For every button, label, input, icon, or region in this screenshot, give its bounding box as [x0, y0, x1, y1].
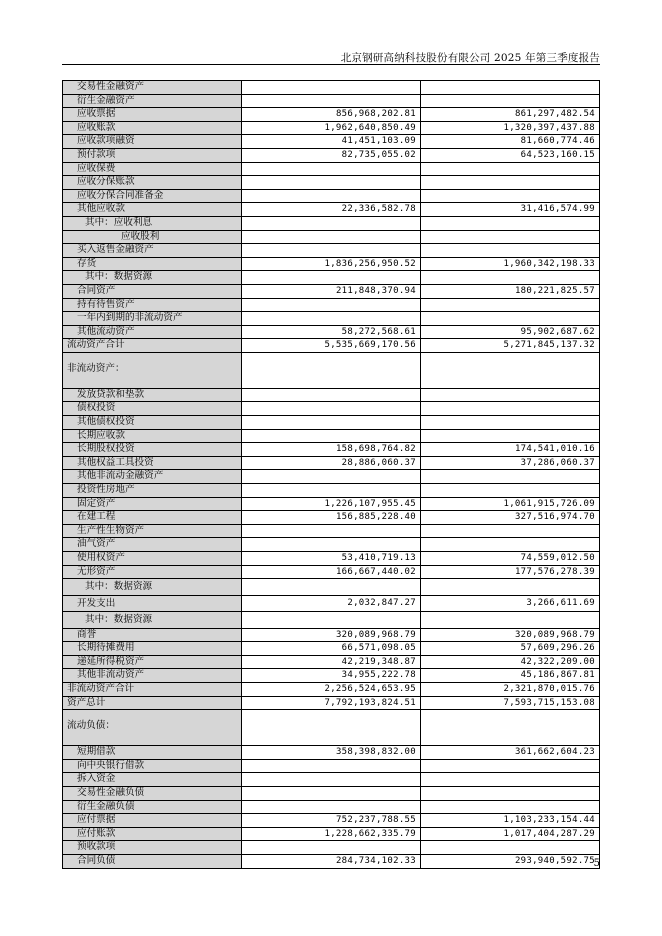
- current-period-value: [242, 787, 421, 801]
- current-period-value: 42,219,348.87: [242, 655, 421, 669]
- current-period-value: [242, 538, 421, 552]
- current-period-value: [242, 759, 421, 773]
- current-period-value: [242, 579, 421, 596]
- row-label: 其中：数据资源: [63, 271, 242, 285]
- current-period-value: [242, 710, 421, 746]
- prior-period-value: 293,940,592.75: [421, 855, 600, 869]
- row-label: 流动资产合计: [63, 339, 242, 353]
- current-period-value: 1,228,662,335.79: [242, 827, 421, 841]
- prior-period-value: [421, 470, 600, 484]
- current-period-value: 66,571,098.05: [242, 642, 421, 656]
- row-label: 发放贷款和垫款: [63, 388, 242, 402]
- current-period-value: [242, 81, 421, 95]
- current-period-value: [242, 244, 421, 258]
- row-label: 预收款项: [63, 841, 242, 855]
- table-row: [63, 538, 600, 552]
- table-row: [63, 148, 600, 162]
- table-row: [63, 787, 600, 801]
- table-row: [63, 388, 600, 402]
- row-label: 其他债权投资: [63, 416, 242, 430]
- table-row: [63, 579, 600, 596]
- prior-period-value: 74,559,012.50: [421, 552, 600, 566]
- current-period-value: [242, 94, 421, 108]
- prior-period-value: 180,221,825.57: [421, 284, 600, 298]
- prior-period-value: [421, 800, 600, 814]
- row-label: 无形资产: [63, 565, 242, 579]
- prior-period-value: [421, 710, 600, 746]
- row-label: 合同负债: [63, 855, 242, 869]
- table-row: [63, 416, 600, 430]
- prior-period-value: 57,609,296.26: [421, 642, 600, 656]
- prior-period-value: [421, 352, 600, 388]
- current-period-value: 156,885,228.40: [242, 511, 421, 525]
- table-row: [63, 595, 600, 612]
- current-period-value: 1,836,256,950.52: [242, 257, 421, 271]
- row-label: 买入返售金融资产: [63, 244, 242, 258]
- table-row: [63, 352, 600, 388]
- current-period-value: [242, 470, 421, 484]
- prior-period-value: [421, 429, 600, 443]
- row-label: 递延所得税资产: [63, 655, 242, 669]
- table-row: [63, 312, 600, 326]
- row-label: 长期待摊费用: [63, 642, 242, 656]
- current-period-value: 58,272,568.61: [242, 325, 421, 339]
- current-period-value: 1,962,640,850.49: [242, 121, 421, 135]
- row-label: 非流动资产：: [63, 352, 242, 388]
- row-label: 长期股权投资: [63, 443, 242, 457]
- table-row: [63, 814, 600, 828]
- row-label: 向中央银行借款: [63, 759, 242, 773]
- row-label: 其中：应收利息: [63, 216, 242, 230]
- balance-sheet-body: [63, 81, 600, 869]
- prior-period-value: [421, 244, 600, 258]
- current-period-value: 211,848,370.94: [242, 284, 421, 298]
- table-row: [63, 710, 600, 746]
- row-label: 开发支出: [63, 595, 242, 612]
- prior-period-value: 2,321,870,015.76: [421, 683, 600, 697]
- table-row: [63, 484, 600, 498]
- prior-period-value: 1,960,342,198.33: [421, 257, 600, 271]
- row-label: 使用权资产: [63, 552, 242, 566]
- table-row: [63, 271, 600, 285]
- row-label: 其他权益工具投资: [63, 456, 242, 470]
- prior-period-value: [421, 94, 600, 108]
- table-row: [63, 855, 600, 869]
- current-period-value: 82,735,055.02: [242, 148, 421, 162]
- row-label: 长期应收款: [63, 429, 242, 443]
- row-label: 存货: [63, 257, 242, 271]
- table-row: [63, 257, 600, 271]
- row-label: 应收股利: [63, 230, 242, 244]
- row-label: 应收分保合同准备金: [63, 189, 242, 203]
- prior-period-value: 1,320,397,437.88: [421, 121, 600, 135]
- current-period-value: [242, 484, 421, 498]
- table-row: [63, 339, 600, 353]
- current-period-value: [242, 612, 421, 629]
- prior-period-value: [421, 312, 600, 326]
- prior-period-value: [421, 81, 600, 95]
- table-row: [63, 669, 600, 683]
- current-period-value: [242, 230, 421, 244]
- current-period-value: 158,698,764.82: [242, 443, 421, 457]
- prior-period-value: 5,271,845,137.32: [421, 339, 600, 353]
- prior-period-value: 7,593,715,153.08: [421, 696, 600, 710]
- table-row: [63, 470, 600, 484]
- current-period-value: [242, 271, 421, 285]
- table-row: [63, 216, 600, 230]
- table-row: [63, 800, 600, 814]
- table-row: [63, 642, 600, 656]
- current-period-value: [242, 189, 421, 203]
- table-row: [63, 443, 600, 457]
- row-label: 短期借款: [63, 746, 242, 760]
- row-label: 非流动资产合计: [63, 683, 242, 697]
- prior-period-value: 95,902,687.62: [421, 325, 600, 339]
- current-period-value: [242, 841, 421, 855]
- current-period-value: 2,256,524,653.95: [242, 683, 421, 697]
- table-row: [63, 94, 600, 108]
- table-row: [63, 696, 600, 710]
- row-label: 其他非流动资产: [63, 669, 242, 683]
- prior-period-value: [421, 524, 600, 538]
- row-label: 其他非流动金融资产: [63, 470, 242, 484]
- table-row: [63, 773, 600, 787]
- table-row: [63, 135, 600, 149]
- row-label: 在建工程: [63, 511, 242, 525]
- current-period-value: 284,734,102.33: [242, 855, 421, 869]
- current-period-value: [242, 162, 421, 176]
- prior-period-value: 320,089,968.79: [421, 628, 600, 642]
- prior-period-value: 37,286,060.37: [421, 456, 600, 470]
- table-row: [63, 230, 600, 244]
- table-row: [63, 121, 600, 135]
- table-row: [63, 203, 600, 217]
- current-period-value: [242, 773, 421, 787]
- table-row: [63, 325, 600, 339]
- table-row: [63, 162, 600, 176]
- header-rule: [62, 64, 600, 65]
- current-period-value: [242, 429, 421, 443]
- table-row: [63, 524, 600, 538]
- prior-period-value: 361,662,604.23: [421, 746, 600, 760]
- prior-period-value: [421, 841, 600, 855]
- current-period-value: [242, 524, 421, 538]
- prior-period-value: [421, 230, 600, 244]
- prior-period-value: [421, 773, 600, 787]
- page-number: 5: [593, 858, 600, 869]
- prior-period-value: 1,061,915,726.09: [421, 497, 600, 511]
- current-period-value: [242, 416, 421, 430]
- prior-period-value: [421, 298, 600, 312]
- row-label: 其他流动资产: [63, 325, 242, 339]
- current-period-value: 5,535,669,170.56: [242, 339, 421, 353]
- row-label: 应收款项融资: [63, 135, 242, 149]
- prior-period-value: [421, 388, 600, 402]
- current-period-value: [242, 402, 421, 416]
- prior-period-value: 31,416,574.99: [421, 203, 600, 217]
- prior-period-value: [421, 759, 600, 773]
- table-row: [63, 759, 600, 773]
- row-label: 其他应收款: [63, 203, 242, 217]
- current-period-value: [242, 176, 421, 190]
- row-label: 其中：数据资源: [63, 579, 242, 596]
- prior-period-value: [421, 162, 600, 176]
- row-label: 其中：数据资源: [63, 612, 242, 629]
- prior-period-value: 327,516,974.70: [421, 511, 600, 525]
- current-period-value: [242, 800, 421, 814]
- table-row: [63, 827, 600, 841]
- prior-period-value: [421, 189, 600, 203]
- prior-period-value: 1,017,404,287.29: [421, 827, 600, 841]
- prior-period-value: [421, 176, 600, 190]
- current-period-value: 1,226,107,955.45: [242, 497, 421, 511]
- current-period-value: [242, 216, 421, 230]
- prior-period-value: 1,103,233,154.44: [421, 814, 600, 828]
- current-period-value: 856,968,202.81: [242, 108, 421, 122]
- row-label: 生产性生物资产: [63, 524, 242, 538]
- table-row: [63, 429, 600, 443]
- table-row: [63, 189, 600, 203]
- prior-period-value: 174,541,010.16: [421, 443, 600, 457]
- row-label: 固定资产: [63, 497, 242, 511]
- row-label: 交易性金融负债: [63, 787, 242, 801]
- current-period-value: 752,237,788.55: [242, 814, 421, 828]
- table-row: [63, 841, 600, 855]
- row-label: 拆入资金: [63, 773, 242, 787]
- prior-period-value: [421, 484, 600, 498]
- row-label: 合同资产: [63, 284, 242, 298]
- prior-period-value: [421, 787, 600, 801]
- table-row: [63, 81, 600, 95]
- current-period-value: 358,398,832.00: [242, 746, 421, 760]
- current-period-value: [242, 388, 421, 402]
- prior-period-value: [421, 402, 600, 416]
- row-label: 应付账款: [63, 827, 242, 841]
- current-period-value: 28,886,060.37: [242, 456, 421, 470]
- row-label: 资产总计: [63, 696, 242, 710]
- table-row: [63, 402, 600, 416]
- prior-period-value: 861,297,482.54: [421, 108, 600, 122]
- table-row: [63, 565, 600, 579]
- prior-period-value: 45,186,867.81: [421, 669, 600, 683]
- table-row: [63, 284, 600, 298]
- table-row: [63, 683, 600, 697]
- table-row: [63, 456, 600, 470]
- current-period-value: [242, 352, 421, 388]
- current-period-value: 41,451,103.09: [242, 135, 421, 149]
- table-row: [63, 244, 600, 258]
- balance-sheet-table: [62, 80, 600, 869]
- row-label: 流动负债：: [63, 710, 242, 746]
- table-row: [63, 552, 600, 566]
- row-label: 交易性金融资产: [63, 81, 242, 95]
- current-period-value: [242, 312, 421, 326]
- prior-period-value: 177,576,278.39: [421, 565, 600, 579]
- prior-period-value: 42,322,209.00: [421, 655, 600, 669]
- row-label: 投资性房地产: [63, 484, 242, 498]
- row-label: 一年内到期的非流动资产: [63, 312, 242, 326]
- current-period-value: 7,792,193,824.51: [242, 696, 421, 710]
- row-label: 应收分保账款: [63, 176, 242, 190]
- prior-period-value: [421, 216, 600, 230]
- prior-period-value: [421, 416, 600, 430]
- table-row: [63, 746, 600, 760]
- table-row: [63, 511, 600, 525]
- current-period-value: 53,410,719.13: [242, 552, 421, 566]
- row-label: 债权投资: [63, 402, 242, 416]
- report-header-title: 北京钢研高纳科技股份有限公司 2025 年第三季度报告: [340, 52, 600, 64]
- row-label: 衍生金融资产: [63, 94, 242, 108]
- current-period-value: 34,955,222.78: [242, 669, 421, 683]
- table-row: [63, 108, 600, 122]
- table-row: [63, 176, 600, 190]
- table-row: [63, 655, 600, 669]
- prior-period-value: [421, 538, 600, 552]
- table-row: [63, 612, 600, 629]
- current-period-value: [242, 298, 421, 312]
- row-label: 油气资产: [63, 538, 242, 552]
- current-period-value: 166,667,440.02: [242, 565, 421, 579]
- prior-period-value: [421, 579, 600, 596]
- table-row: [63, 497, 600, 511]
- row-label: 应收保费: [63, 162, 242, 176]
- current-period-value: 2,032,847.27: [242, 595, 421, 612]
- prior-period-value: 64,523,160.15: [421, 148, 600, 162]
- current-period-value: 22,336,582.78: [242, 203, 421, 217]
- prior-period-value: [421, 612, 600, 629]
- prior-period-value: 3,266,611.69: [421, 595, 600, 612]
- row-label: 持有待售资产: [63, 298, 242, 312]
- table-row: [63, 628, 600, 642]
- row-label: 应收票据: [63, 108, 242, 122]
- row-label: 商誉: [63, 628, 242, 642]
- current-period-value: 320,089,968.79: [242, 628, 421, 642]
- row-label: 应收账款: [63, 121, 242, 135]
- row-label: 衍生金融负债: [63, 800, 242, 814]
- prior-period-value: [421, 271, 600, 285]
- prior-period-value: 81,660,774.46: [421, 135, 600, 149]
- row-label: 应付票据: [63, 814, 242, 828]
- row-label: 预付款项: [63, 148, 242, 162]
- table-row: [63, 298, 600, 312]
